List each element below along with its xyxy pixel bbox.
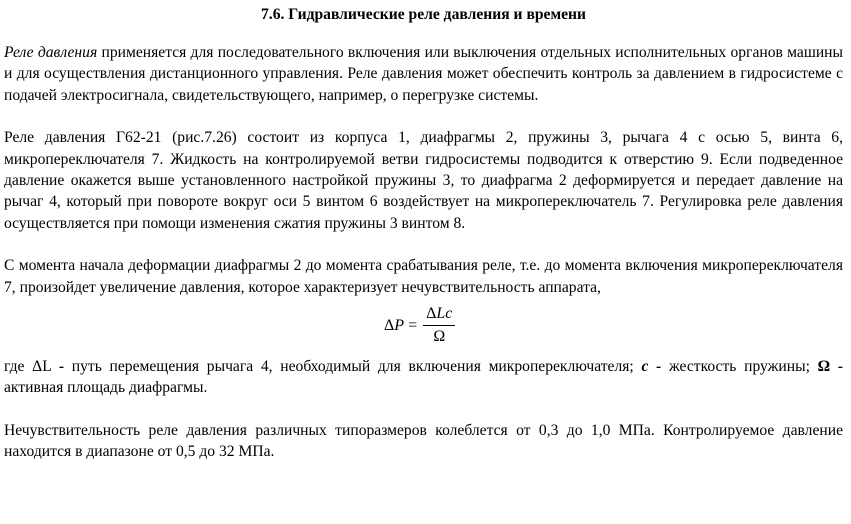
legend-text-2: путь перемещения рычага 4, необходимый для включения микропереключателя; (64, 358, 642, 376)
formula-fraction (423, 304, 455, 347)
legend-dash-1: - (58, 358, 65, 376)
paragraph-range: Нечувствительность реле давления различных типоразмеров колеблется от 0,3 до 1,0 МПа. Контролируемое давление находится в диапазоне от 0,5 до 32 МПа. (4, 421, 843, 461)
formula-numerator (423, 304, 455, 326)
paragraph-construction: Реле давления Г62-21 (рис.7.26) состоит из корпуса 1, диафрагмы 2, пружины 3, рычага 4 с осью 5, винта 6, микропереключателя 7. Жидкость на контролируемой ветви гидросистемы подводится к отверстию 9. Если подведенное давление окажется выше установленного настройкой пружины 3, то диафрагма 2 деформируется и передает давление на рычаг 4, который при повороте вокруг оси 5 винтом 6 воздействует на микропереключатель 7. Регулировка реле давления осуществляется при помощи изменения сжатия пружины 3 винтом 8. (4, 129, 843, 232)
legend-dash-2: - (648, 358, 662, 376)
legend-omega: Ω (817, 358, 831, 376)
formula-denominator: Ω (433, 328, 446, 346)
legend-text-3: жесткость пружины; (661, 358, 818, 376)
paragraph-insensitivity: С момента начала деформации диафрагмы 2 до момента срабатывания реле, т.е. до момента включения микропереключателя 7, произойдет увеличение давления, которое характеризует нечувствительность аппарата, (4, 257, 843, 296)
formula (384, 304, 455, 347)
paragraph-legend (4, 356, 843, 399)
numerator-delta: Δ (426, 305, 437, 323)
numerator-lc: Lc (436, 305, 453, 323)
document-page (4, 0, 843, 463)
formula-equals: = (404, 316, 418, 334)
section-heading: 7.6. Гидравлические реле давления и времени (261, 6, 586, 23)
formula-block (4, 298, 843, 356)
paragraph-intro (4, 42, 843, 106)
formula-p: P (394, 316, 405, 334)
legend-text-4: активная площадь диафрагмы. (4, 379, 208, 397)
formula-lhs (384, 315, 417, 336)
legend-c: c (641, 358, 649, 376)
formula-delta: Δ (384, 316, 395, 334)
legend-dash-3: - (830, 358, 844, 376)
term-pressure-relay: Реле давления (4, 44, 98, 61)
intro-text: применяется для последовательного включения или выключения отдельных исполнительных органов машины и для осуществления дистанционного управления. Реле давления может обеспечить контроль за давлением в гидросистеме с подачей электросигнала, свидетельствующего, например, о перегрузке системы. (4, 44, 843, 104)
legend-text-1: где ΔL (4, 358, 59, 376)
